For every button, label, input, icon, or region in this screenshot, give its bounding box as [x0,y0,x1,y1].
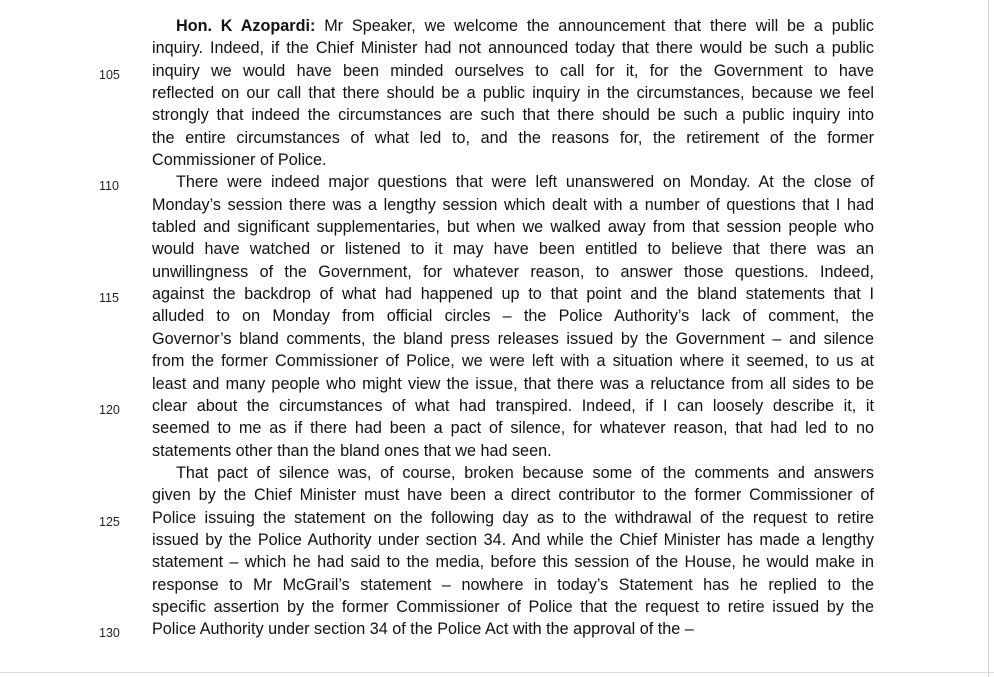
text-line: against the backdrop of what had happened up to that point and the bland statements that I [152,285,874,304]
line-number: 120 [99,402,120,417]
text-line: unwillingness of the Government, for whatever reason, to answer those questions. Indeed, [152,262,874,281]
text-line: least and many people who might view the issue, that there was a reluctance from all sides to be [152,374,874,393]
text-line: statements other than the bland ones that we had seen. [152,441,552,460]
text-line: Monday’s session there was a lengthy session which dealt with a number of questions that I had [152,195,874,214]
text-line: from the former Commissioner of Police, we were left with a situation where it seemed, to us at [152,352,874,371]
line-number: 115 [99,291,119,306]
speaker-name: Hon. K Azopardi: [176,17,316,35]
text-line: alluded to on Monday from official circles – the Police Authority’s lack of comment, the [152,307,874,326]
line-number: 110 [99,179,119,194]
text-line-content: Mr Speaker, we welcome the announcement that there will be a public [315,17,874,35]
text-line: Commissioner of Police. [152,151,327,170]
text-line: specific assertion by the former Commissioner of Police that the request to retire issued by the [152,597,874,616]
page-edge-divider [988,0,989,677]
text-line: Police issuing the statement on the following day as to the withdrawal of the request to retire [152,508,874,527]
text-line: inquiry we would have been minded ourselves to call for it, for the Government to have [152,61,874,80]
text-line: Governor’s bland comments, the bland press releases issued by the Government – and silence [152,329,874,348]
text-line: response to Mr McGrail’s statement – nowhere in today’s Statement has he replied to the [152,575,874,594]
text-line: the entire circumstances of what led to, and the reasons for, the retirement of the former [152,128,874,147]
text-line: reflected on our call that there should be a public inquiry in the circumstances, because we feel [152,84,874,103]
text-line: clear about the circumstances of what had transpired. Indeed, if I can loosely describe it, it [152,396,874,415]
text-line: inquiry. Indeed, if the Chief Minister had not announced today that there would be such a public [152,39,874,58]
line-number: 130 [99,626,120,641]
page-bottom-divider [0,672,994,673]
text-line: There were indeed major questions that were left unanswered on Monday. At the close of [176,173,874,192]
text-line: strongly that indeed the circumstances are such that there should be such a public inquiry into [152,106,874,125]
text-line: tabled and significant supplementaries, but when we walked away from that session people who [152,218,874,237]
text-line: would have watched or listened to it may have been entitled to believe that there was an [152,240,874,259]
text-line [152,15,874,37]
text-line: given by the Chief Minister must have been a direct contributor to the former Commissioner of [152,486,874,505]
text-line: statement – which he had said to the media, before this session of the House, he would make in [152,553,874,572]
line-number: 105 [99,67,120,82]
text-line: seemed to me as if there had been a pact of silence, for whatever reason, that had led to no [152,419,874,438]
text-line: That pact of silence was, of course, broken because some of the comments and answers [176,463,874,482]
speech-text [152,15,874,641]
line-number: 125 [99,514,120,529]
text-line: Police Authority under section 34 of the Police Act with the approval of the – [152,620,694,639]
text-line: issued by the Police Authority under section 34. And while the Chief Minister has made a lengthy [152,530,874,549]
